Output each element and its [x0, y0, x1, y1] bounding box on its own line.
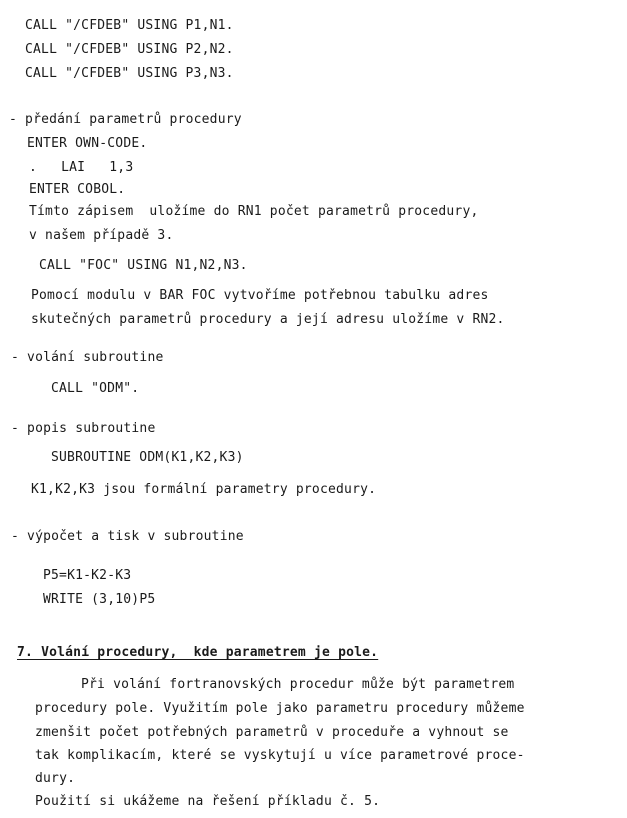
code-line-lai: . LAI 1,3 — [29, 160, 134, 175]
paragraph-line-2: procedury pole. Využitím pole jako parametru procedury můžeme — [35, 701, 525, 716]
text-line-formal-parameters: K1,K2,K3 jsou formální parametry procedury. — [31, 482, 377, 497]
code-line-subroutine-odm: SUBROUTINE ODM(K1,K2,K3) — [51, 450, 244, 465]
text-line-rn1-explanation-cont: v našem případě 3. — [29, 228, 174, 243]
code-line-call-cfdeb-1: CALL "/CFDEB" USING P1,N1. — [25, 18, 234, 33]
text-line-foc-explanation: Pomocí modulu v BAR FOC vytvoříme potřebnou tabulku adres — [31, 288, 489, 303]
text-line-rn1-explanation: Tímto zápisem uložíme do RN1 počet parametrů procedury, — [29, 204, 479, 219]
code-line-call-foc: CALL "FOC" USING N1,N2,N3. — [39, 258, 248, 273]
code-line-call-cfdeb-3: CALL "/CFDEB" USING P3,N3. — [25, 66, 234, 81]
code-line-write: WRITE (3,10)P5 — [43, 592, 156, 607]
paragraph-line-1: Při volání fortranovských procedur může být parametrem — [81, 677, 515, 692]
section-bullet-parameter-passing: - předání parametrů procedury — [9, 112, 242, 127]
section-bullet-subroutine-call: - volání subroutine — [11, 350, 164, 365]
paragraph-line-3: zmenšit počet potřebných parametrů v proceduře a vyhnout se — [35, 725, 509, 740]
code-line-call-cfdeb-2: CALL "/CFDEB" USING P2,N2. — [25, 42, 234, 57]
paragraph-line-4: tak komplikacím, které se vyskytují u více parametrové proce- — [35, 748, 525, 763]
code-line-enter-own-code: ENTER OWN-CODE. — [27, 136, 148, 151]
code-line-call-odm: CALL "ODM". — [51, 381, 140, 396]
section-bullet-compute-and-print: - výpočet a tisk v subroutine — [11, 529, 244, 544]
text-line-foc-explanation-cont: skutečných parametrů procedury a její adresu uložíme v RN2. — [31, 312, 505, 327]
code-line-p5-assignment: P5=K1-K2-K3 — [43, 568, 132, 583]
section-heading-7: 7. Volání procedury, kde parametrem je pole. — [17, 645, 379, 660]
paragraph-line-6: Použití si ukážeme na řešení příkladu č. 5. — [35, 794, 381, 809]
paragraph-line-5: dury. — [35, 771, 76, 786]
code-line-enter-cobol: ENTER COBOL. — [29, 182, 126, 197]
section-bullet-subroutine-description: - popis subroutine — [11, 421, 156, 436]
